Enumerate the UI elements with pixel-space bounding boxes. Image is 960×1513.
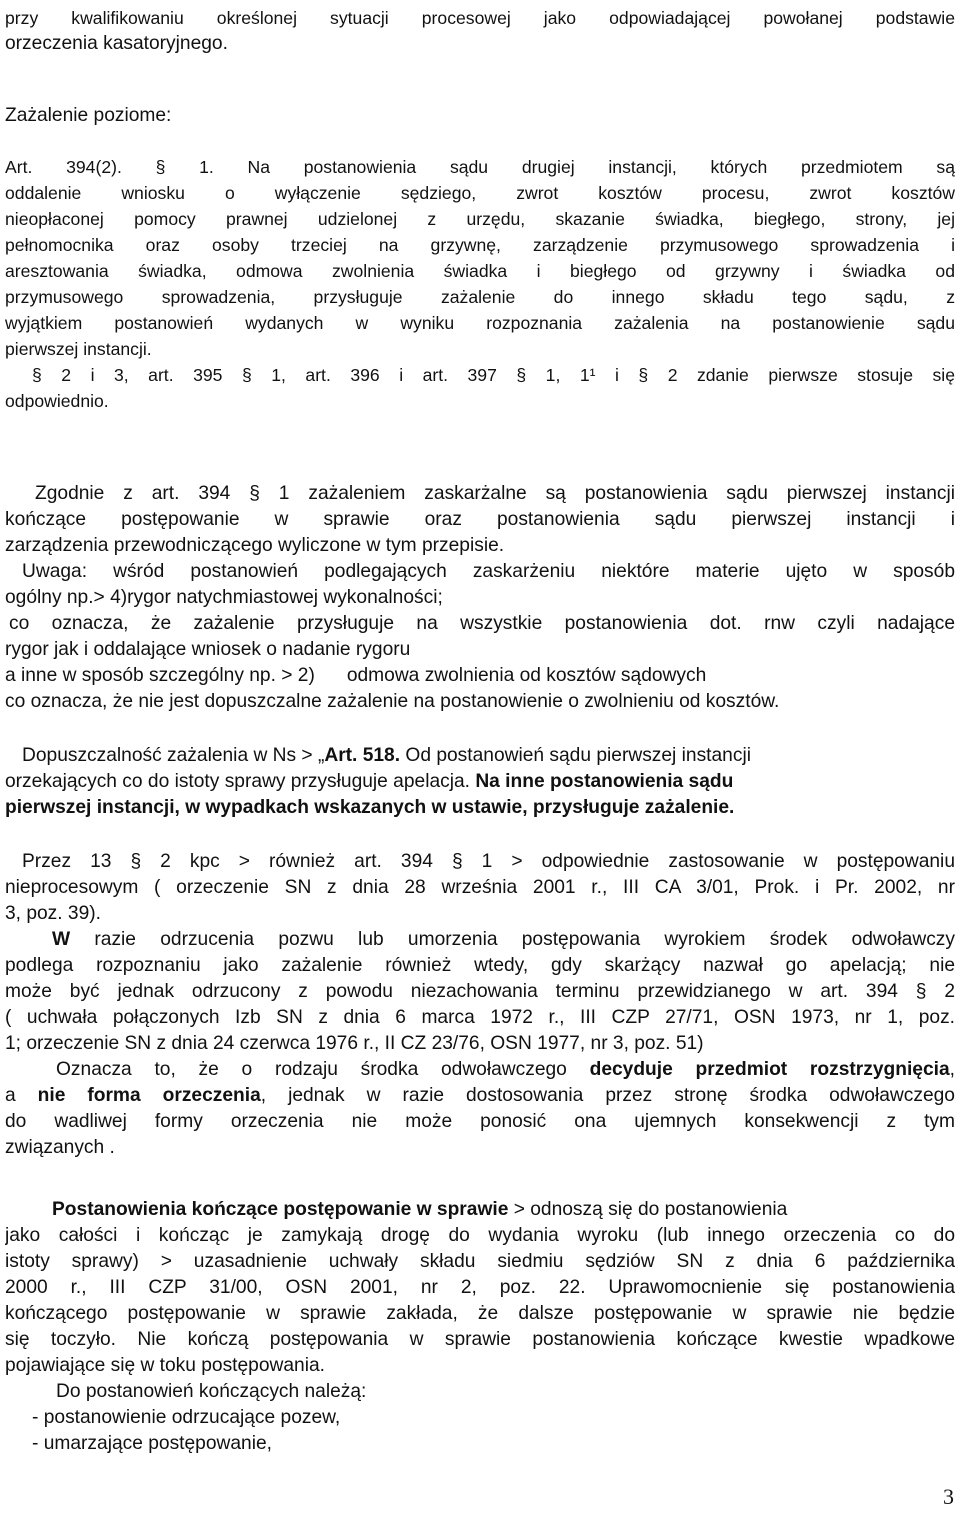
text-line: do wadliwej formy orzeczenia nie może ponosić ona ujemnych konsekwencji z tym xyxy=(5,1111,955,1132)
text-line: odpowiednio. xyxy=(5,391,109,411)
text-line: przy kwalifikowaniu określonej sytuacji procesowej jako odpowiadającej powołanej podstawie xyxy=(5,8,955,28)
text-line: może być jednak odrzucony z powodu niezachowania terminu przewidzianego w art. 394 § 2 xyxy=(5,981,955,1002)
text-line: jako całości i kończąc je zamykają drogę do wydania wyroku (lub innego orzeczenia co do xyxy=(5,1225,955,1246)
text-line: pierwszej instancji. xyxy=(5,339,152,359)
text-line: ogólny np.> 4)rygor natychmiastowej wykonalności; xyxy=(5,587,443,608)
text-line: się toczyło. Nie kończą postępowania w sprawie postanowienia kończące kwestie wpadkowe xyxy=(5,1329,955,1350)
text-fragment: orzekających co do istoty sprawy przysługuje apelacja. Na inne postanowienia sądu xyxy=(5,771,734,792)
text-line: nieprocesowym ( orzeczenie SN z dnia 28 września 2001 r., III CA 3/01, Prok. i Pr. 2002, nr xyxy=(5,877,955,898)
text-line: 2000 r., III CZP 31/00, OSN 2001, nr 2, poz. 22. Uprawomocnienie się postanowienia xyxy=(5,1277,955,1298)
bold-text: decyduje przedmiot rozstrzygnięcia xyxy=(589,1059,950,1080)
text-line: pierwszej instancji, w wypadkach wskazanych w ustawie, przysługuje zażalenie. xyxy=(5,797,735,818)
text-line: nieopłaconej pomocy prawnej udzielonej z urzędu, skazanie świadka, biegłego, strony, jej xyxy=(5,209,955,229)
text-line: 3, poz. 39). xyxy=(5,903,101,924)
text-line xyxy=(5,769,955,795)
text-line: Do postanowień kończących należą: xyxy=(56,1381,367,1402)
list-item: - umarzające postępowanie, xyxy=(32,1433,272,1454)
bold-text: nie forma orzeczenia xyxy=(37,1085,261,1106)
text-line: co oznacza, że zażalenie przysługuje na wszystkie postanowienia dot. rnw czyli nadające xyxy=(9,613,955,634)
list-item: - postanowienie odrzucające pozew, xyxy=(32,1407,341,1428)
text-line: podlega rozpoznaniu jako zażalenie również wtedy, gdy skarżący nazwał go apelacją; nie xyxy=(5,955,955,976)
text-line: wyjątkiem postanowień wydanych w wyniku rozpoznania zażalenia na postanowienie sądu xyxy=(5,313,955,333)
text-line: Postanowienia kończące postępowanie w sprawie > odnoszą się do postanowienia xyxy=(52,1199,788,1220)
text-line: 1; orzeczenie SN z dnia 24 czerwca 1976 r., II CZ 23/76, OSN 1977, nr 3, poz. 51) xyxy=(5,1033,704,1054)
text-line: zarządzenia przewodniczącego wyliczone w tym przepisie. xyxy=(5,535,505,556)
text-line: przymusowego sprowadzenia, przysługuje zażalenie do innego składu tego sądu, z xyxy=(5,287,955,307)
bold-text: Art. 518. xyxy=(324,745,401,766)
text-line xyxy=(22,743,955,769)
text-line: Uwaga: wśród postanowień podlegających zaskarżeniu niektóre materie ujęto w sposób xyxy=(22,561,955,582)
text-line: a nie forma orzeczenia, jednak w razie dostosowania przez stronę środka odwoławczego xyxy=(5,1085,955,1106)
text-line: Przez 13 § 2 kpc > również art. 394 § 1 > odpowiednie zastosowanie w postępowaniu xyxy=(22,851,955,872)
section-heading: Zażalenie poziome: xyxy=(5,105,172,126)
text-line: pełnomocnika oraz osoby trzeciej na grzywnę, zarządzenie przymusowego sprowadzenia i xyxy=(5,235,955,255)
text-line: rygor jak i oddalające wniosek o nadanie rygoru xyxy=(5,639,411,660)
text-line: aresztowania świadka, odmowa zwolnienia świadka i biegłego od grzywny i świadka od xyxy=(5,261,955,281)
text-line: Oznacza to, że o rodzaju środka odwoławczego decyduje przedmiot rozstrzygnięcia, xyxy=(56,1059,955,1080)
text-line: W razie odrzucenia pozwu lub umorzenia postępowania wyrokiem środek odwoławczy xyxy=(52,929,955,950)
bold-text: W xyxy=(52,929,71,950)
text-line: ( uchwała połączonych Izb SN z dnia 6 marca 1972 r., III CZP 27/71, OSN 1973, nr 1, poz. xyxy=(5,1007,955,1028)
text-fragment: Dopuszczalność zażalenia w Ns > „Art. 518. Od postanowień sądu pierwszej instancji xyxy=(22,745,751,766)
text-line: Art. 394(2). § 1. Na postanowienia sądu drugiej instancji, których przedmiotem są xyxy=(5,157,955,177)
text-line: kończącego postępowanie w sprawie zakłada, że dalsze postępowanie w sprawie nie będzie xyxy=(5,1303,955,1324)
text-line: pojawiające się w toku postępowania. xyxy=(5,1355,325,1376)
text-line: Zgodnie z art. 394 § 1 zażaleniem zaskarżalne są postanowienia sądu pierwszej instancji xyxy=(35,483,955,504)
text-line: oddalenie wniosku o wyłączenie sędziego, zwrot kosztów procesu, zwrot kosztów xyxy=(5,183,955,203)
text-line: kończące postępowanie w sprawie oraz postanowienia sądu pierwszej instancji i xyxy=(5,509,955,530)
text-line: istoty sprawy) > uzasadnienie uchwały składu siedmiu sędziów SN z dnia 6 października xyxy=(5,1251,955,1272)
bold-text: Na inne postanowienia sądu xyxy=(475,771,734,792)
bold-text: Postanowienia kończące postępowanie w sprawie xyxy=(52,1199,509,1220)
text-line: orzeczenia kasatoryjnego. xyxy=(5,33,228,54)
text-line: związanych . xyxy=(5,1137,115,1158)
page-number: 3 xyxy=(943,1484,954,1509)
text-line: co oznacza, że nie jest dopuszczalne zażalenie na postanowienie o zwolnieniu od kosztów. xyxy=(5,691,780,712)
text-line: § 2 i 3, art. 395 § 1, art. 396 i art. 397 § 1, 1¹ i § 2 zdanie pierwsze stosuje się xyxy=(32,365,955,385)
text-line: a inne w sposób szczególny np. > 2) odmowa zwolnienia od kosztów sądowych xyxy=(5,665,707,686)
